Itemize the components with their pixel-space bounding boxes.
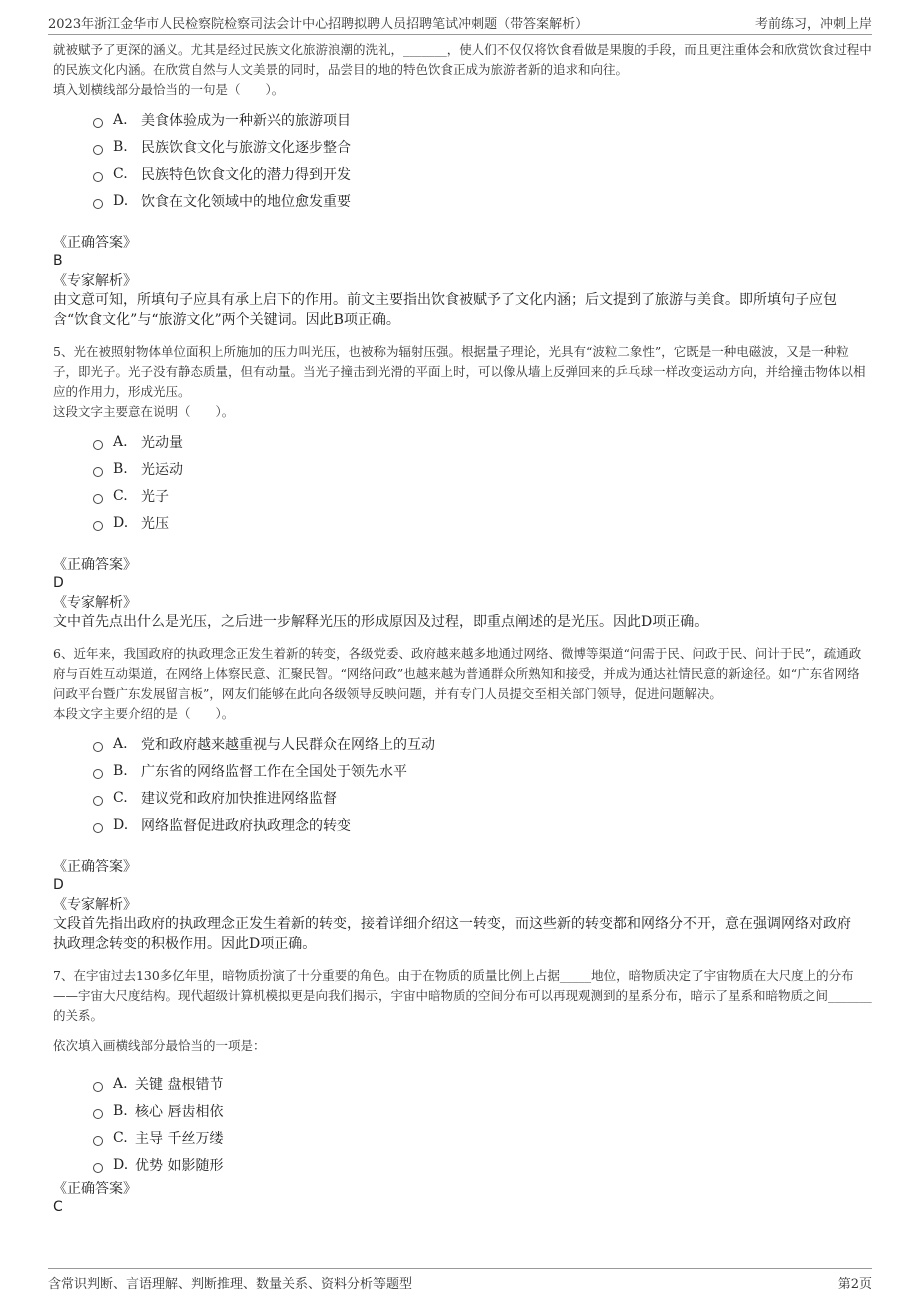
- explanation-heading: 《专家解析》: [53, 273, 137, 289]
- option-c[interactable]: C. 光子: [93, 482, 872, 509]
- correct-answer: B: [53, 253, 63, 269]
- option-b[interactable]: B. 光运动: [93, 455, 872, 482]
- radio-icon[interactable]: [93, 1163, 103, 1173]
- answer-heading: 《正确答案》: [53, 557, 137, 573]
- radio-icon[interactable]: [93, 742, 103, 752]
- page-footer: [48, 1268, 872, 1293]
- radio-icon[interactable]: [93, 199, 103, 209]
- option-c[interactable]: C. 建议党和政府加快推进网络监督: [93, 784, 872, 811]
- question-prompt: 本段文字主要介绍的是（ ）。: [53, 706, 235, 721]
- correct-answer: D: [53, 575, 64, 591]
- radio-icon[interactable]: [93, 494, 103, 504]
- question-5: [53, 342, 872, 632]
- radio-icon[interactable]: [93, 1136, 103, 1146]
- question-stem: 6、近年来，我国政府的执政理念正发生着新的转变，各级党委、政府越来越多地通过网络、微博等渠道“问需于民、问政于民、问计于民”，疏通政府与百姓互动渠道，在网络上体察民意、汇聚民智。“网络问政”也越来越为普通群众所熟知和接受，并成为通达社情民意的新途径。如“广东省网络问政平台暨广东发展留言板”，网友们能够在此向各级领导反映问题，并有专门人员提交至相关部门领导，促进问题解决。: [53, 646, 862, 701]
- option-a[interactable]: A. 关键 盘根错节: [93, 1070, 872, 1097]
- radio-icon[interactable]: [93, 145, 103, 155]
- explanation-heading: 《专家解析》: [53, 595, 137, 611]
- option-d[interactable]: D. 饮食在文化领域中的地位愈发重要: [93, 187, 872, 214]
- option-c[interactable]: C. 民族特色饮食文化的潜力得到开发: [93, 160, 872, 187]
- page-number: 第2页: [837, 1277, 872, 1292]
- document-title: 2023年浙江金华市人民检察院检察司法会计中心招聘拟聘人员招聘笔试冲刺题（带答案解析）: [48, 17, 589, 32]
- correct-answer: D: [53, 877, 64, 893]
- radio-icon[interactable]: [93, 796, 103, 806]
- explanation-text: 文中首先点出什么是光压，之后进一步解释光压的形成原因及过程，即重点阐述的是光压。因此D项正确。: [53, 614, 709, 630]
- question-4: [53, 40, 872, 330]
- answer-heading: 《正确答案》: [53, 235, 137, 251]
- question-6: [53, 644, 872, 954]
- footer-topics: 含常识判断、言语理解、判断推理、数量关系、资料分析等题型: [48, 1277, 413, 1292]
- header-slogan: 考前练习，冲刺上岸: [754, 17, 872, 32]
- option-b[interactable]: B. 广东省的网络监督工作在全国处于领先水平: [93, 757, 872, 784]
- option-list: [93, 106, 872, 214]
- option-list: [93, 730, 872, 838]
- option-d[interactable]: D. 光压: [93, 509, 872, 536]
- option-d[interactable]: D. 优势 如影随形: [93, 1151, 872, 1178]
- radio-icon[interactable]: [93, 521, 103, 531]
- explanation-heading: 《专家解析》: [53, 897, 137, 913]
- option-a[interactable]: A. 光动量: [93, 428, 872, 455]
- question-prompt: 这段文字主要意在说明（ ）。: [53, 404, 235, 419]
- question-stem: 5、光在被照射物体单位面积上所施加的压力叫光压，也被称为辐射压强。根据量子理论，光具有“波粒二象性”，它既是一种电磁波，又是一种粒子，即光子。光子没有静态质量，但有动量。当光子撞击到光滑的平面上时，可以像从墙上反弹回来的乒乓球一样改变运动方向，并给撞击物体以相应的作用力，形成光压。: [53, 344, 866, 399]
- option-c[interactable]: C. 主导 千丝万缕: [93, 1124, 872, 1151]
- question-prompt: 依次填入画横线部分最恰当的一项是：: [53, 1038, 266, 1053]
- page-header: [48, 10, 872, 35]
- radio-icon[interactable]: [93, 1109, 103, 1119]
- radio-icon[interactable]: [93, 118, 103, 128]
- radio-icon[interactable]: [93, 172, 103, 182]
- explanation-text: 文段首先指出政府的执政理念正发生着新的转变，接着详细介绍这一转变，而这些新的转变都和网络分不开，意在强调网络对政府执政理念转变的积极作用。因此D项正确。: [53, 916, 851, 952]
- question-stem: 就被赋予了更深的涵义。尤其是经过民族文化旅游浪潮的洗礼，_______，使人们不仅仅将饮食看做是果腹的手段，而且更注重体会和欣赏饮食过程中的民族文化内涵。在欣赏自然与人文美景的同时，品尝目的地的特色饮食正成为旅游者新的追求和向往。: [53, 42, 872, 77]
- option-b[interactable]: B. 核心 唇齿相依: [93, 1097, 872, 1124]
- radio-icon[interactable]: [93, 440, 103, 450]
- answer-heading: 《正确答案》: [53, 859, 137, 875]
- option-list: [93, 428, 872, 536]
- answer-heading: 《正确答案》: [53, 1181, 137, 1197]
- question-stem: 7、在宇宙过去130多亿年里，暗物质扮演了十分重要的角色。由于在物质的质量比例上占据_____地位，暗物质决定了宇宙物质在大尺度上的分布——宇宙大尺度结构。现代超级计算机模拟更是向我们揭示，宇宙中暗物质的空间分布可以再现观测到的星系分布，暗示了星系和暗物质之间_______的关系。: [53, 968, 872, 1023]
- option-a[interactable]: A. 党和政府越来越重视与人民群众在网络上的互动: [93, 730, 872, 757]
- option-b[interactable]: B. 民族饮食文化与旅游文化逐步整合: [93, 133, 872, 160]
- option-list: [93, 1070, 872, 1178]
- correct-answer: C: [53, 1199, 63, 1215]
- option-d[interactable]: D. 网络监督促进政府执政理念的转变: [93, 811, 872, 838]
- radio-icon[interactable]: [93, 823, 103, 833]
- question-7: [53, 966, 872, 1216]
- explanation-text: 由文意可知，所填句子应具有承上启下的作用。前文主要指出饮食被赋予了文化内涵；后文提到了旅游与美食。即所填句子应包含“饮食文化”与“旅游文化”两个关键词。因此B项正确。: [53, 292, 837, 328]
- radio-icon[interactable]: [93, 1082, 103, 1092]
- question-prompt: 填入划横线部分最恰当的一句是（ ）。: [53, 82, 285, 97]
- option-a[interactable]: A. 美食体验成为一种新兴的旅游项目: [93, 106, 872, 133]
- page-content: [53, 40, 872, 1216]
- radio-icon[interactable]: [93, 769, 103, 779]
- radio-icon[interactable]: [93, 467, 103, 477]
